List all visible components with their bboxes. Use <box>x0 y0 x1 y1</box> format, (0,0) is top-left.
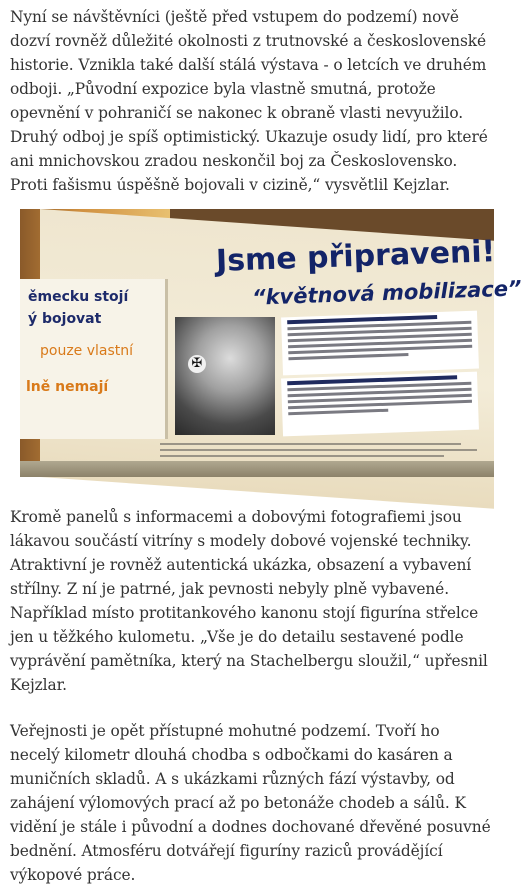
photo-floor <box>20 461 494 477</box>
panel-text-line: lně nemají <box>26 379 109 395</box>
armband-icon: ✠ <box>188 355 206 373</box>
article-paragraph: Kromě panelů s informacemi a dobovými fotografiemi jsou lákavou součástí vitríny s modely dobové vojenské techniky. Atraktivní je rovněž autentická ukázka, obsazení a vybavení střílny. Z ní je patrné, jak pevnosti nebyly plně vybavené. Například místo protitankového kanonu stojí figurína střelce jen u těžkého kulometu. „Vše je do detailu sestavené podle vyprávění pamětníka, který na Stachelbergu sloužil,“ upřesnil Kejzlar. <box>10 508 488 694</box>
panel-text-line: pouze vlastní <box>40 343 134 359</box>
panel-text-line: ěmecku stojí <box>28 289 129 305</box>
photo-headline: Jsme připraveni! <box>215 234 496 279</box>
photo-text-block <box>281 311 479 376</box>
photo-subheadline: “květnová mobilizace” <box>251 276 522 310</box>
photo-text-block <box>281 372 479 437</box>
article-photo <box>20 209 522 477</box>
photo-portrait <box>175 317 275 435</box>
article-paragraph: Nyní se návštěvníci (ještě před vstupem do podzemí) nově dozví rovněž důležité okolnosti z trutnovské a československé historie. Vznikla také další stálá výstava - o letcích ve druhém odboji. „Původní expozice byla vlastně smutná, protože opevnění v pohraničí se nakonec k obraně vlasti nevyužilo. Druhý odboj je spíš optimistický. Ukazuje osudy lidí, pro které ani mnichovskou zradou neskončil boj za Československo. Proti fašismu úspěšně bojovali v cizině,“ vysvětlil Kejzlar. <box>10 8 488 194</box>
panel-text-line: ý bojovat <box>28 311 102 327</box>
article-paragraph: Veřejnosti je opět přístupné mohutné podzemí. Tvoří ho necelý kilometr dlouhá chodba s odbočkami do kasáren a muničních skladů. A s ukázkami různých fází výstavby, od zahájení výlomových prací až po betonáže chodeb a sálů. K vidění je stále i původní a dodnes dochované dřevěné posuvné bednění. Atmosféru dotvářejí figuríny raziců provádějící výkopové práce. <box>10 722 491 884</box>
